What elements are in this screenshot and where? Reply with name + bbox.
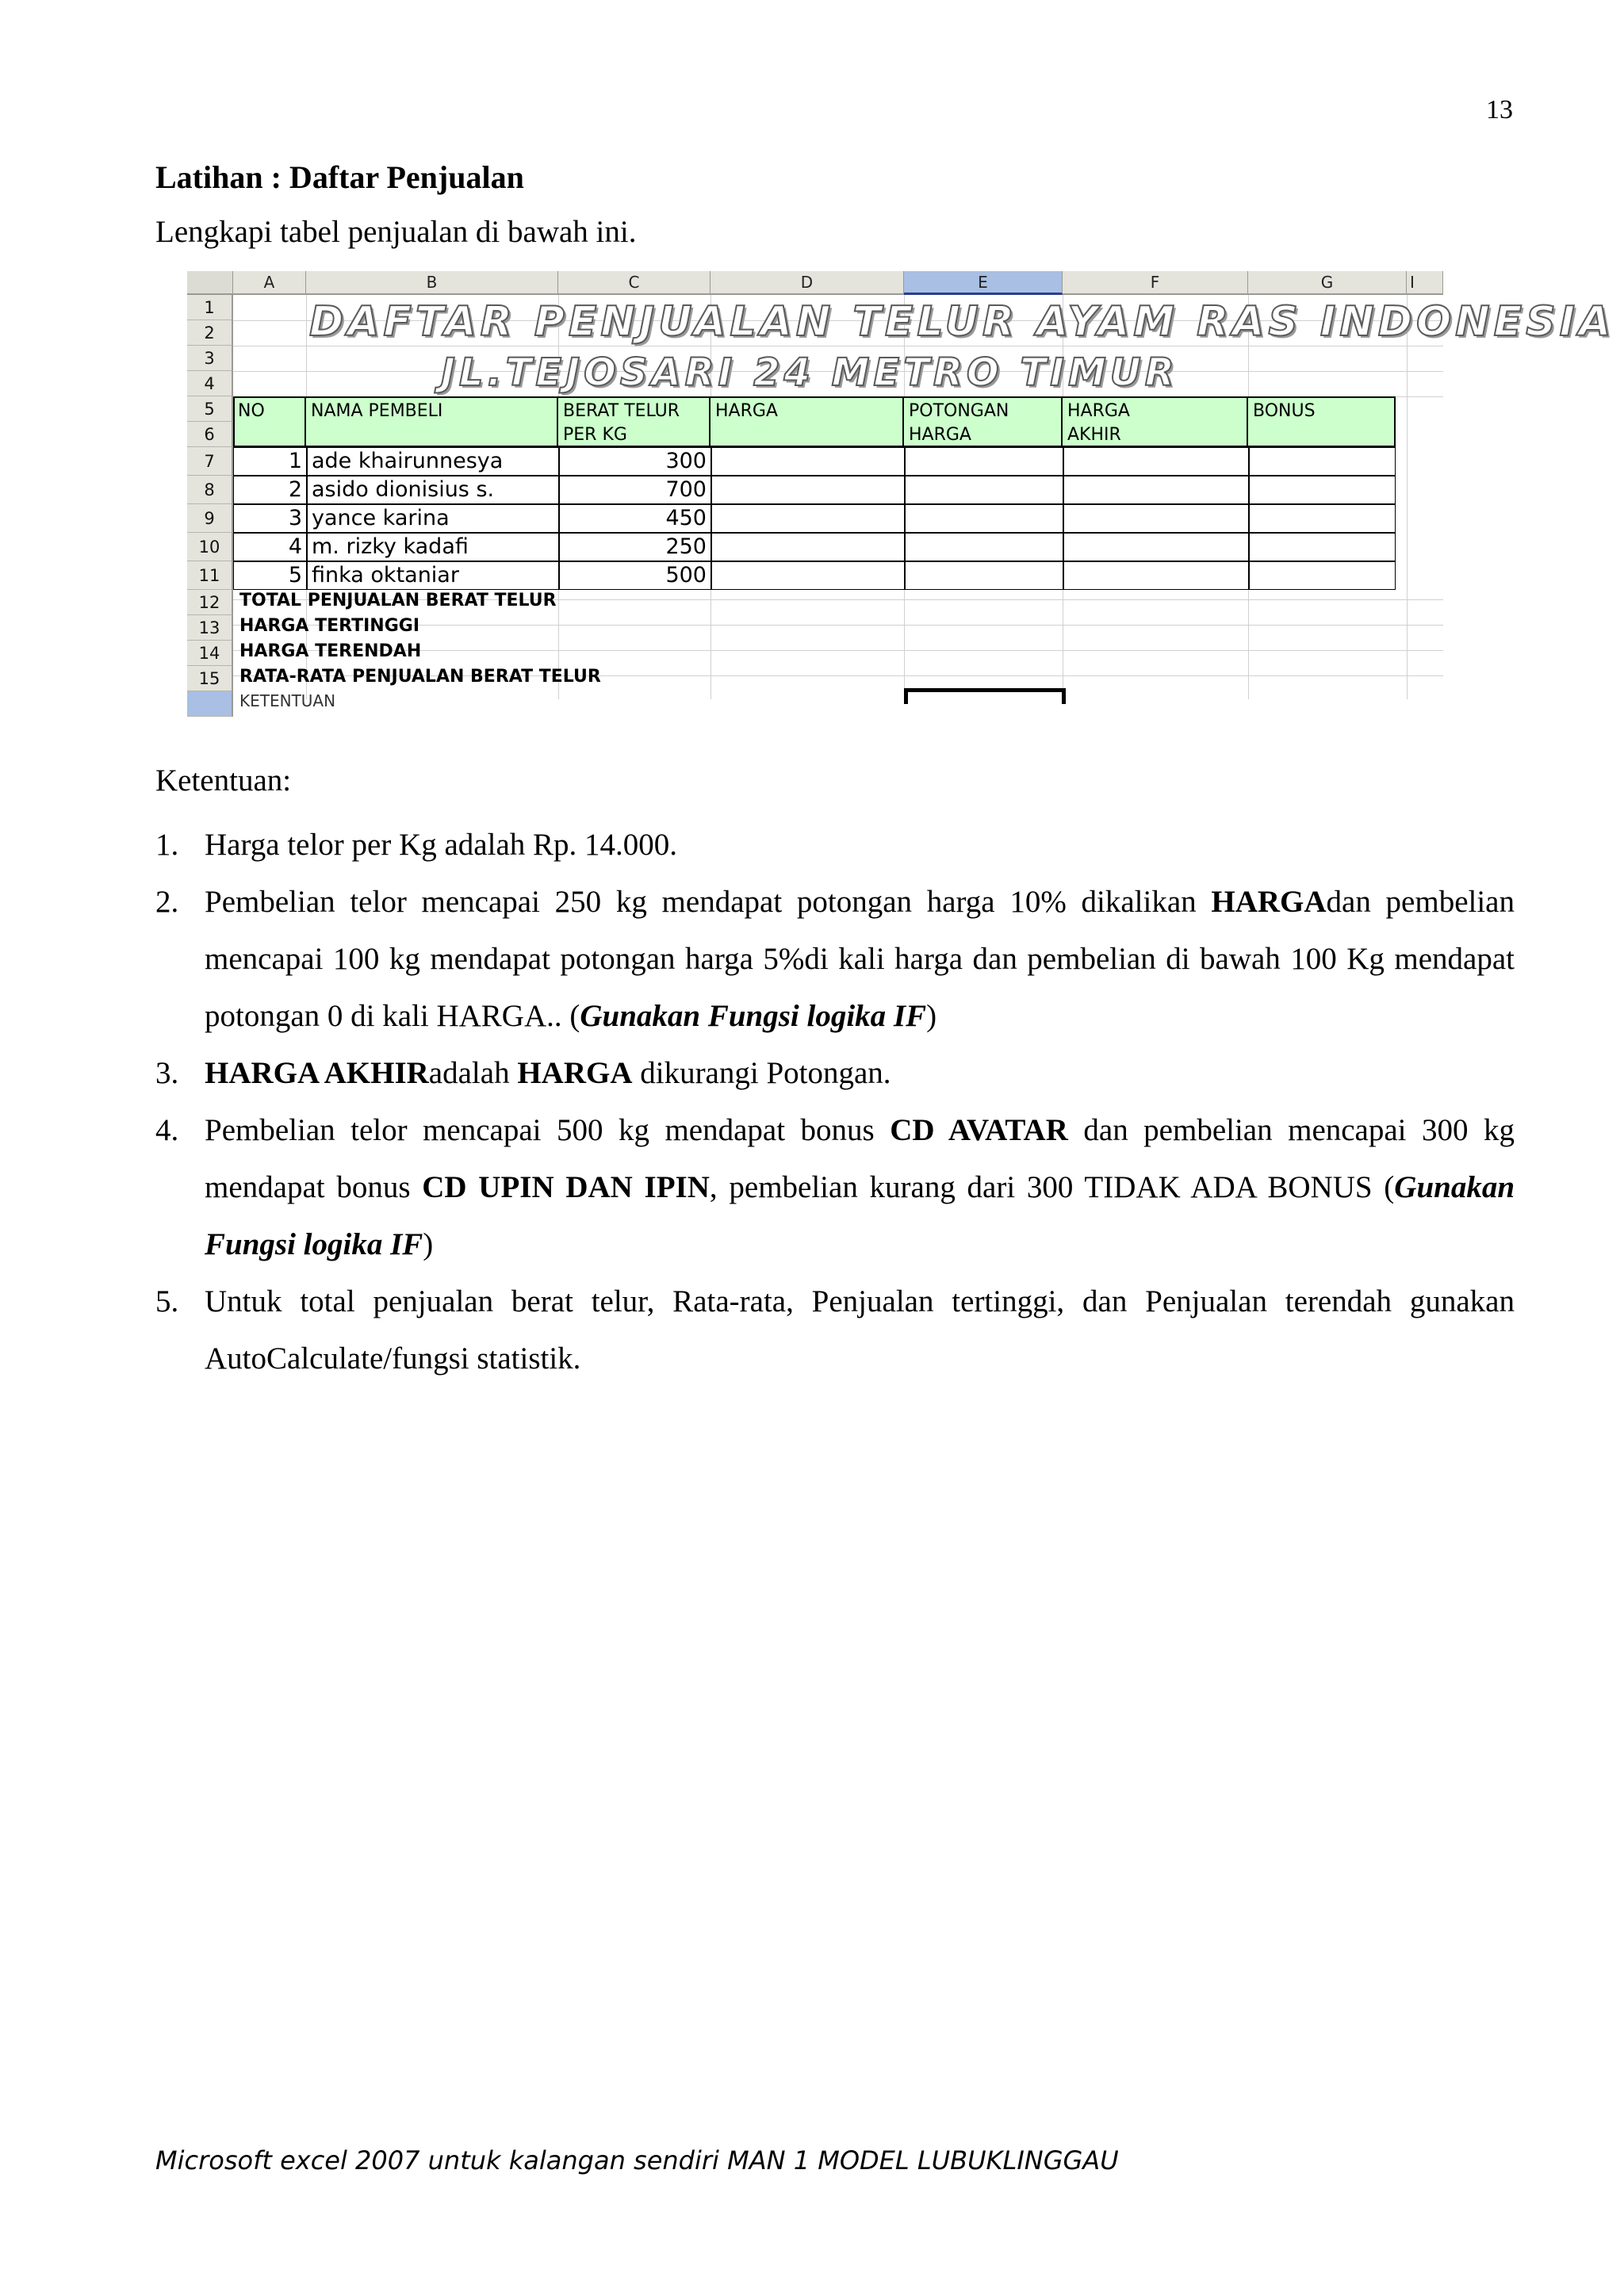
column-header-e: E [904, 271, 1063, 295]
summary-rata: RATA-RATA PENJUALAN BERAT TELUR [239, 667, 601, 687]
row-header-15: 15 [187, 666, 233, 691]
cell-bonus [1248, 533, 1396, 561]
spreadsheet-screenshot [187, 271, 1615, 710]
row-header-1: 1 [187, 295, 233, 320]
cell-harga [710, 447, 906, 476]
cell-potongan [904, 561, 1064, 590]
cell-harga-akhir [1063, 476, 1250, 504]
sheet-banner-title: DAFTAR PENJUALAN TELUR AYAM RAS INDONESIA [309, 298, 1615, 346]
cell-bonus [1248, 447, 1396, 476]
cell-berat: 500 [558, 561, 712, 590]
row-header-7: 7 [187, 447, 233, 476]
row-header-4: 4 [187, 371, 233, 396]
cell-potongan [904, 504, 1064, 533]
column-header-i: I [1407, 271, 1443, 295]
cell-potongan [904, 533, 1064, 561]
column-header-b: B [306, 271, 558, 295]
cell-potongan [904, 447, 1064, 476]
cell-harga-akhir [1063, 504, 1250, 533]
column-header-a: A [233, 271, 306, 295]
cell-potongan [904, 476, 1064, 504]
header-nama-pembeli: NAMA PEMBELI [306, 396, 558, 447]
row-header-10: 10 [187, 533, 233, 561]
row-header-5: 5 [187, 396, 233, 422]
cell-harga-akhir [1063, 561, 1250, 590]
header-bonus: BONUS [1253, 401, 1316, 421]
row-header-13: 13 [187, 615, 233, 641]
row-header-8: 8 [187, 476, 233, 504]
column-header-d: D [710, 271, 904, 295]
header-potongan-harga: POTONGAN HARGA [904, 396, 1063, 447]
rules-heading: Ketentuan: [155, 763, 292, 798]
rule-4: 4. Pembelian telor mencapai 500 kg mendapat bonus CD AVATAR dan pembelian mencapai 300 kg mendapat bonus CD UPIN DAN IPIN, pembelian kurang dari 300 TIDAK ADA BONUS (Gunakan Fungsi logika IF) [155, 1113, 1515, 1261]
cell-no: 4 [233, 533, 308, 561]
column-header-g: G [1248, 271, 1407, 295]
sheet-banner-address: JL.TEJOSARI 24 METRO TIMUR [441, 350, 1178, 395]
row-header-16 [187, 691, 233, 717]
column-header-c: C [558, 271, 710, 295]
summary-tertinggi: HARGA TERTINGGI [239, 616, 420, 636]
header-no: NO [233, 396, 306, 447]
rule-2: 2. Pembelian telor mencapai 250 kg mendapat potongan harga 10% dikalikan HARGAdan pembelian mencapai 100 kg mendapat potongan harga 5%di kali harga dan pembelian di bawah 100 Kg mendapat potongan 0 di kali HARGA.. (Gunakan Fungsi logika IF) [155, 885, 1515, 1033]
cell-no: 3 [233, 504, 308, 533]
cell-harga-akhir [1063, 447, 1250, 476]
cell-nama: asido dionisius s. [306, 476, 560, 504]
cell-no: 5 [233, 561, 308, 590]
cell-bonus [1248, 561, 1396, 590]
summary-terendah: HARGA TERENDAH [239, 641, 422, 661]
summary-total: TOTAL PENJUALAN BERAT TELUR [239, 591, 557, 610]
column-header-f: F [1063, 271, 1248, 295]
row-headers [187, 295, 233, 717]
exercise-title: Latihan : Daftar Penjualan [155, 159, 524, 195]
row-header-12: 12 [187, 590, 233, 615]
cell-nama: yance karina [306, 504, 560, 533]
row-header-11: 11 [187, 561, 233, 590]
cell-bonus [1248, 504, 1396, 533]
rule-3: 3. HARGA AKHIRadalah HARGA dikurangi Potongan. [155, 1056, 891, 1090]
header-harga-akhir: HARGA AKHIR [1063, 396, 1248, 447]
cell-no: 1 [233, 447, 308, 476]
cell-nama: m. rizky kadafi [306, 533, 560, 561]
rule-5: 5. Untuk total penjualan berat telur, Rata-rata, Penjualan tertinggi, dan Penjualan terendah gunakan AutoCalculate/fungsi statistik. [155, 1284, 1515, 1376]
active-cell-border [904, 688, 1066, 704]
cell-berat: 450 [558, 504, 712, 533]
cell-berat: 700 [558, 476, 712, 504]
page-footer: Microsoft excel 2007 untuk kalangan sendiri MAN 1 MODEL LUBUKLINGGAU [155, 2145, 1119, 2175]
cell-harga-akhir [1063, 533, 1250, 561]
cell-berat: 250 [558, 533, 712, 561]
cut-off-row-text: KETENTUAN [239, 691, 336, 710]
header-harga: HARGA [710, 396, 904, 447]
cell-berat: 300 [558, 447, 712, 476]
cell-harga [710, 561, 906, 590]
page-number: 13 [1486, 95, 1513, 124]
cell-harga [710, 533, 906, 561]
cell-bonus [1248, 476, 1396, 504]
row-header-14: 14 [187, 641, 233, 666]
cell-harga [710, 476, 906, 504]
cell-nama: ade khairunnesya [306, 447, 560, 476]
rules-list [155, 817, 1515, 1387]
cell-nama: finka oktaniar [306, 561, 560, 590]
row-header-9: 9 [187, 504, 233, 533]
row-header-6: 6 [187, 422, 233, 447]
row-header-3: 3 [187, 346, 233, 371]
header-berat-telur: BERAT TELUR PER KG [558, 396, 710, 447]
cell-harga [710, 504, 906, 533]
exercise-instruction: Lengkapi tabel penjualan di bawah ini. [155, 215, 637, 249]
column-headers [187, 271, 1443, 295]
row-header-2: 2 [187, 320, 233, 346]
rule-1: 1. Harga telor per Kg adalah Rp. 14.000. [155, 828, 678, 862]
select-all-corner [187, 271, 233, 295]
cell-no: 2 [233, 476, 308, 504]
